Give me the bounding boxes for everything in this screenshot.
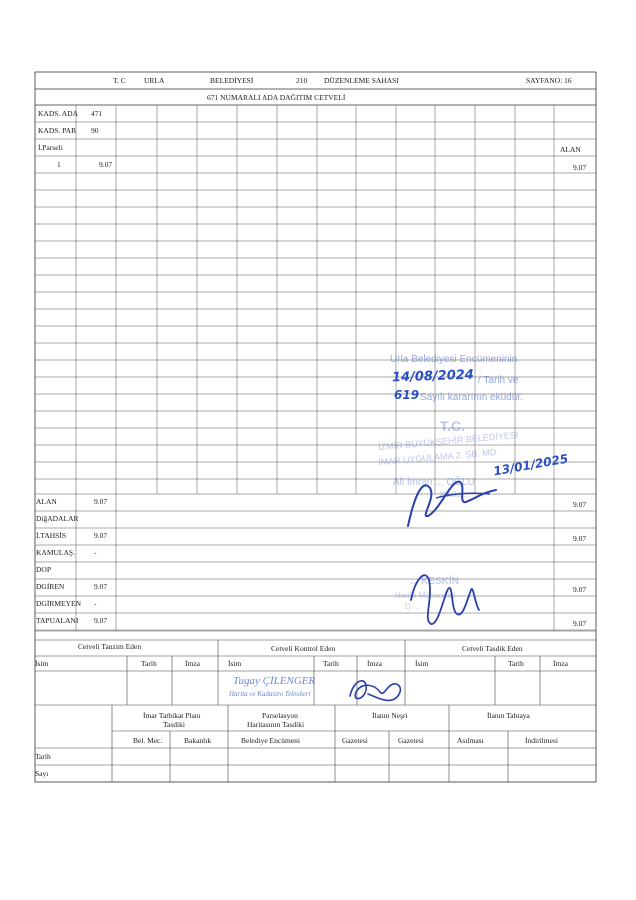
- header-area-label: DÜZENLEME SAHASI: [324, 76, 399, 85]
- tanzim-tarih: Tarih: [141, 659, 157, 668]
- signature-1: [400, 458, 510, 533]
- summary-value: -: [94, 548, 97, 557]
- summary-label: KAMULAŞ.: [36, 548, 75, 557]
- bel-encumeni-label: Belediye Encümeni: [241, 736, 300, 745]
- kontrol-header: Cetveli Kontrol Eden: [271, 644, 336, 653]
- kontrol-imza: İmza: [367, 659, 382, 668]
- summary-label: DOP: [36, 565, 52, 574]
- approval-stamp-line2: / Tarih ve: [478, 375, 519, 386]
- ilan-tahtaya-label: İlanın Tahtaya: [487, 711, 530, 720]
- summary-label: DGİRMEYEN: [36, 599, 81, 608]
- izmir-stamp-line1: İZMİR BÜYÜKŞEHİR BELEDİYESİ: [377, 429, 519, 453]
- signature-2: [405, 560, 485, 632]
- engineer-sub-stamp: D ...: [405, 602, 420, 611]
- summary-right-value: 9.07: [573, 619, 587, 628]
- tasdik-header: Cetveli Tasdik Eden: [462, 644, 523, 653]
- kads-par-value: 90: [91, 126, 99, 135]
- parsel-number: 1: [57, 160, 61, 169]
- summary-label: İ.TAHSİS: [36, 531, 67, 540]
- ilan-nesri-label: İlanın Neşri: [372, 711, 408, 720]
- header-city: URLA: [144, 76, 165, 85]
- tasdik-imza: İmza: [553, 659, 568, 668]
- kontrol-tarih: Tarih: [323, 659, 339, 668]
- engineer-name-stamp: ... KESKİN: [410, 576, 459, 587]
- approval-stamp-line1: Urla Belediyesi Encümeninin: [390, 354, 518, 365]
- kads-ada-label: KADS. ADA: [38, 109, 79, 118]
- tarih-row-label: Tarih: [35, 752, 51, 761]
- tanzim-isim: İsim: [35, 659, 49, 668]
- summary-value: 9.07: [94, 616, 108, 625]
- page-number: SAYFANO: 16: [526, 76, 572, 85]
- stamp-date-handwritten: 13/01/2025: [492, 451, 570, 479]
- parsel-area: 9.07: [99, 160, 113, 169]
- bakanlik-label: Bakanlık: [184, 736, 212, 745]
- tasdik-isim: İsim: [415, 659, 429, 668]
- izmir-stamp-tc: T.C.: [440, 418, 465, 434]
- approval-date-handwritten: 14/08/2024: [391, 367, 475, 386]
- parsel-alan: 9.07: [573, 163, 587, 172]
- summary-label: DiğADALAR: [36, 514, 79, 523]
- bel-mec-label: Bel. Mec.: [133, 736, 163, 745]
- tugay-title-stamp: Harita ve Kadastro Teknikeri: [229, 690, 311, 698]
- izmir-stamp-line2: İMAR UYGULAMA 2. ŞB. MD.: [377, 446, 500, 468]
- summary-label: TAPUALANI: [36, 616, 79, 625]
- tanzim-imza: İmza: [185, 659, 200, 668]
- summary-label: DGİREN: [36, 582, 65, 591]
- sayi-row-label: Sayı: [35, 769, 49, 778]
- header-area-no: 210: [296, 76, 308, 85]
- kads-ada-value: 471: [91, 109, 103, 118]
- summary-right-value: 9.07: [573, 500, 587, 509]
- gazetesi-2-label: Gazetesi: [398, 736, 424, 745]
- kads-par-label: KADS. PAR: [38, 126, 77, 135]
- imar-label-2: Tasdiki: [163, 720, 185, 729]
- summary-right-value: 9.07: [573, 534, 587, 543]
- gazetesi-1-label: Gazetesi: [342, 736, 368, 745]
- indirilmesi-label: İndirilmesi: [525, 736, 558, 745]
- parselasyon-label-2: Haritasının Tasdiki: [247, 720, 305, 729]
- iparseli-label: İ.Parseli: [38, 143, 63, 152]
- page-title: 671 NUMARALI ADA DAĞITIM CETVELİ: [207, 93, 346, 102]
- approval-number-handwritten: 619: [394, 388, 420, 402]
- summary-label: ALAN: [36, 497, 57, 506]
- asilmasi-label: Asılması: [457, 736, 484, 745]
- signer-name-stamp: Ali İmran ... OĞLU: [393, 477, 475, 488]
- signature-3: [344, 672, 410, 706]
- summary-value: 9.07: [94, 582, 108, 591]
- header-belediye: BELEDİYESİ: [210, 76, 254, 85]
- summary-value: 9.07: [94, 497, 108, 506]
- alan-header: ALAN: [560, 145, 581, 154]
- engineer-title-stamp: Harita Mühendisi: [395, 591, 456, 600]
- tugay-name-stamp: Tugay ÇİLENGER: [233, 675, 316, 687]
- approval-stamp-line3: Sayılı kararının eküdür.: [420, 392, 523, 403]
- parselasyon-label-1: Parselasyon: [262, 711, 298, 720]
- signer-title-stamp: Harita ...: [440, 490, 471, 499]
- summary-value: 9.07: [94, 531, 108, 540]
- header-tc: T. C: [113, 76, 126, 85]
- summary-right-value: 9.07: [573, 585, 587, 594]
- imar-label-1: İmar Tatbikat Planı: [143, 711, 201, 720]
- tasdik-tarih: Tarih: [508, 659, 524, 668]
- tanzim-header: Cetveli Tanzim Eden: [78, 642, 142, 651]
- kontrol-isim: İsim: [228, 659, 242, 668]
- summary-value: -: [94, 599, 97, 608]
